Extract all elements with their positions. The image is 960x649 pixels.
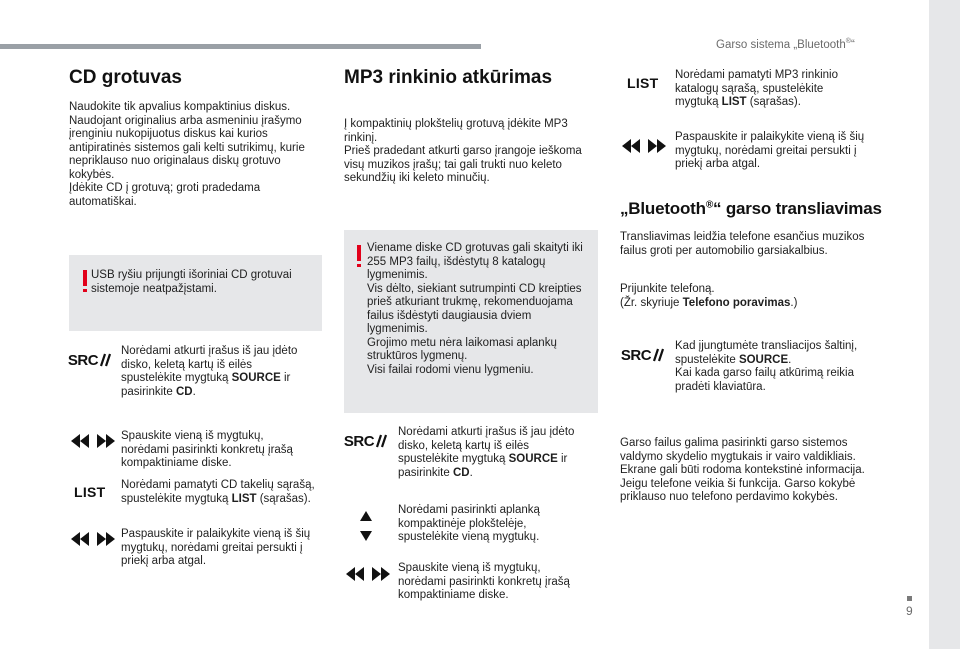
mp3-intro: Į kompaktinių plokštelių grotuvą įdėkite MP3 rinkinį. Prieš pradedant atkurti garso įrangoje ieškoma visų muzikos įrašų; tai gali trukti nuo keleto sekundžių iki keleto minučių.	[344, 118, 582, 184]
warning-icon	[357, 245, 361, 261]
running-header: Garso sistema „Bluetooth®“	[716, 38, 855, 51]
warning-box	[69, 255, 322, 331]
connect-phone-text: Prijunkite telefoną. (Žr. skyriuje Telefono poravimas.)	[620, 283, 798, 309]
cd-player-intro: Naudokite tik apvalius kompaktinius diskus. Naudojant originalius arba asmeniniu įrašymo įrenginiu nukopijuotus diskus kai kurios antipiratinės sistemos gali kelti sutrikimų, kurie nepriklauso nuo originalaus diskų grotuvo kokybės. Įdėkite CD į grotuvą; groti pradedama automatiškai.	[69, 101, 305, 208]
step-text: Norėdami atkurti įrašus iš jau įdėto disko, keletą kartų iš eilės spustelėkite mygtuką SOURCE ir pasirinkite CD.	[121, 345, 298, 398]
step-text: Norėdami pamatyti MP3 rinkinio katalogų sąrašą, spustelėkite mygtuką LIST (sąrašas).	[675, 69, 838, 108]
step-text: Kad įjungtumėte transliacijos šaltinį, spustelėkite SOURCE. Kai kada garso failų atkūrimą reikia pradėti klaviatūra.	[675, 340, 858, 393]
warning-text: Viename diske CD grotuvas gali skaityti iki 255 MP3 failų, išdėstytų 8 katalogų lygmenimis. Vis dėlto, siekiant sutrumpinti CD kreipties prieš atkuriant trukmę, rekomenduojama failus išdėstyti daugiausia dviem lygmenimis. Grojimo metu nėra laikomasi aplankų struktūros lygmenų. Visi failai rodomi vienu lygmeniu.	[367, 242, 583, 376]
src-icon: SRC	[67, 350, 113, 370]
step-text: Spauskite vieną iš mygtukų, norėdami pasirinkti konkretų įrašą kompaktiniame diske.	[121, 430, 293, 469]
seek-buttons-icon	[71, 532, 115, 546]
page-number: 9	[906, 604, 913, 618]
list-icon: LIST	[627, 75, 659, 91]
bluetooth-streaming-title: „Bluetooth®“ garso transliavimas	[620, 199, 882, 218]
cd-player-title: CD grotuvas	[69, 67, 182, 88]
step-text: Paspauskite ir palaikykite vieną iš šių mygtukų, norėdami greitai persukti į priekį arba atgal.	[675, 131, 865, 170]
page-edge-strip	[929, 0, 960, 649]
up-down-buttons-icon	[360, 511, 372, 541]
list-icon: LIST	[74, 484, 106, 500]
warning-box	[344, 230, 598, 413]
bluetooth-outro: Garso failus galima pasirinkti garso sistemos valdymo skydelio mygtukais ir vairo valdikliais. Ekrane gali būti rodoma kontekstinė informacija. Jeigu telefone veikia ši funkcija. Garso kokybė priklauso nuo telefono perdavimo kokybės.	[620, 437, 865, 503]
step-text: Paspauskite ir palaikykite vieną iš šių mygtukų, norėdami greitai persukti į priekį arba atgal.	[121, 528, 311, 567]
mp3-title: MP3 rinkinio atkūrimas	[344, 67, 553, 88]
src-icon: SRC	[343, 431, 389, 451]
step-text: Norėdami pasirinkti aplanką kompaktinėje plokštelėje, spustelėkite vieną mygtukų.	[398, 504, 540, 543]
seek-buttons-icon	[346, 567, 390, 581]
warning-text: USB ryšiu prijungti išoriniai CD grotuvai sistemoje neatpažįstami.	[91, 269, 292, 295]
header-rule	[0, 44, 481, 49]
seek-buttons-icon	[622, 139, 666, 153]
step-text: Norėdami pamatyti CD takelių sąrašą, spustelėkite mygtuką LIST (sąrašas).	[121, 479, 315, 505]
bluetooth-intro: Transliavimas leidžia telefone esančius muzikos failus groti per automobilio garsiakalbius.	[620, 231, 865, 257]
page-marker	[907, 596, 912, 601]
step-text: Spauskite vieną iš mygtukų, norėdami pasirinkti konkretų įrašą kompaktiniame diske.	[398, 562, 570, 601]
warning-icon	[83, 270, 87, 286]
src-icon: SRC	[620, 345, 666, 365]
seek-buttons-icon	[71, 434, 115, 448]
step-text: Norėdami atkurti įrašus iš jau įdėto disko, keletą kartų iš eilės spustelėkite mygtuką SOURCE ir pasirinkite CD.	[398, 426, 575, 479]
